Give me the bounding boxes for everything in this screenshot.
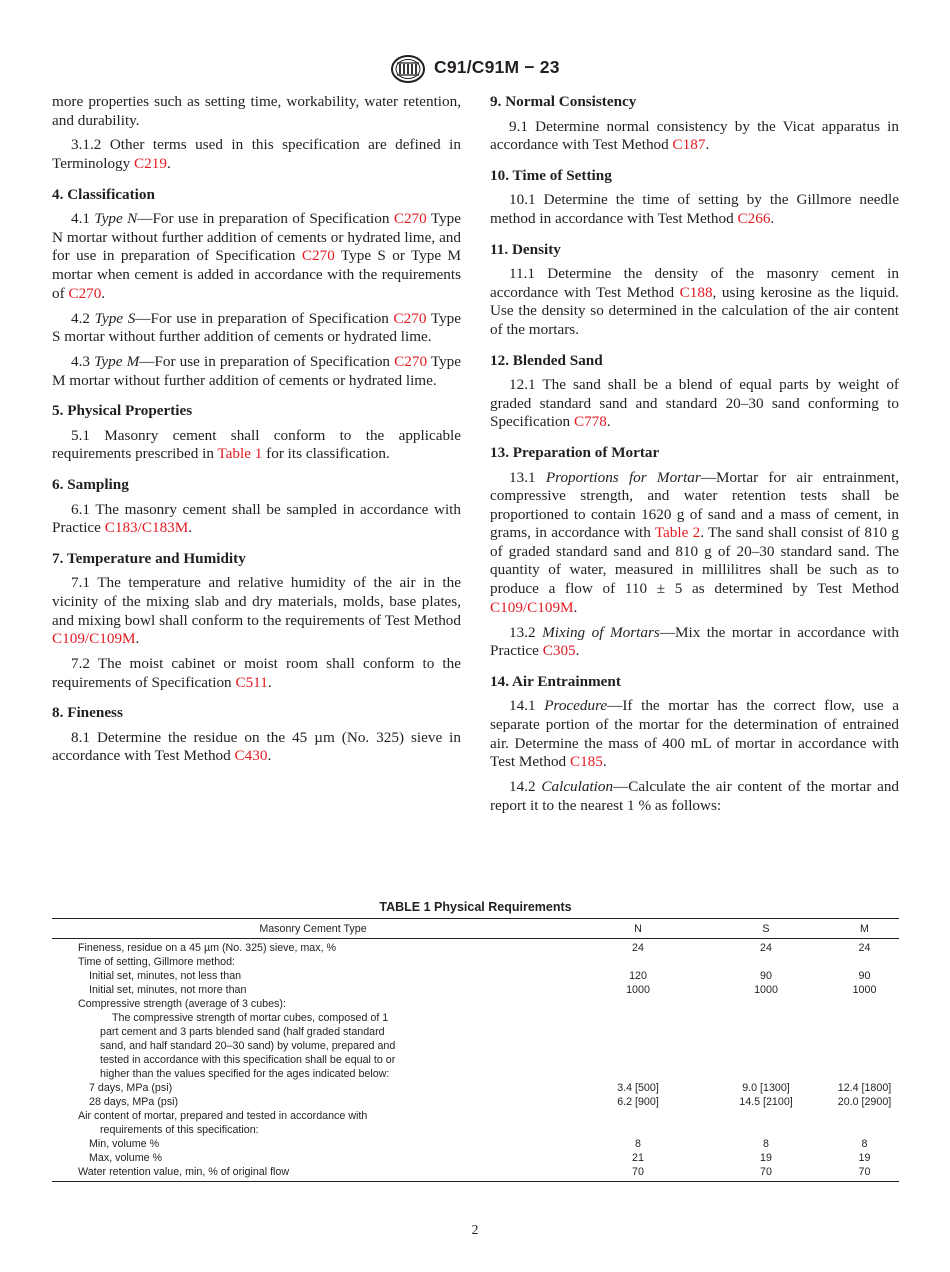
- section-heading: 14. Air Entrainment: [490, 672, 621, 690]
- value-type-m: [830, 997, 899, 1011]
- table-row: [52, 1011, 899, 1025]
- physical-requirements-table: [52, 918, 899, 1182]
- value-type-n: 1000: [626, 984, 650, 996]
- table-row: [52, 1039, 899, 1053]
- paragraph: [52, 210, 461, 303]
- paragraph: [490, 697, 899, 771]
- value-type-m: 8: [861, 1138, 868, 1150]
- value-type-m: [830, 1067, 899, 1081]
- text-run: .: [602, 753, 607, 771]
- text-run: for its classification.: [262, 445, 390, 463]
- text-run: —For use in preparation of Specification: [135, 309, 394, 327]
- value-type-m: 90: [858, 970, 871, 982]
- right-text-column: [490, 93, 899, 821]
- paragraph: [52, 136, 461, 173]
- value-type-n: 3.4 [500]: [617, 1082, 659, 1094]
- text-run: .: [135, 630, 140, 648]
- value-type-n: 6.2 [900]: [617, 1096, 659, 1108]
- reference-link[interactable]: C266: [737, 209, 771, 227]
- text-run: .: [101, 284, 106, 302]
- reference-link[interactable]: C109/C109M: [490, 598, 574, 616]
- value-type-n: 24: [632, 942, 644, 954]
- text-run: .: [267, 747, 272, 765]
- paragraph: [52, 655, 461, 692]
- value-type-n: 120: [629, 970, 647, 982]
- text-run: more properties such as setting time, workability, water retention, and durability.: [52, 93, 461, 129]
- text-run: 14.2: [509, 778, 542, 795]
- row-label: tested in accordance with this specification shall be equal to or: [100, 1054, 396, 1066]
- italic-term: Type N: [94, 210, 138, 228]
- row-label: Initial set, minutes, not more than: [89, 984, 247, 996]
- text-run: —Mix the mortar in accordance with Practice: [490, 623, 900, 660]
- row-label: part cement and 3 parts blended sand (half graded standard: [100, 1026, 385, 1038]
- value-type-n: 8: [635, 1138, 641, 1150]
- text-run: 8.1 Determine the residue on the 45 µm (No. 325) sieve in accordance with Test Method: [52, 728, 461, 765]
- table-row: [52, 997, 899, 1011]
- value-type-n: [574, 1109, 702, 1123]
- text-run: 10.1 Determine the time of setting by the Gillmore needle method in accordance with Test Method: [490, 191, 899, 227]
- text-run: —Calculate the air content of the mortar and report it to the nearest 1 % as follows:: [490, 778, 900, 814]
- column-header-s: S: [702, 919, 830, 939]
- row-label: Air content of mortar, prepared and tested in accordance with: [78, 1110, 368, 1122]
- text-run: Type N mortar without further addition of cements or hydrated lime, and for use in preparation of Specification: [52, 210, 461, 265]
- text-run: .: [705, 136, 710, 154]
- row-label: Compressive strength (average of 3 cubes):: [78, 998, 286, 1010]
- value-type-s: 19: [760, 1152, 772, 1164]
- row-label: Max, volume %: [89, 1152, 163, 1164]
- paragraph: [52, 310, 461, 347]
- reference-link[interactable]: C270: [68, 284, 102, 302]
- reference-link[interactable]: C188: [679, 283, 713, 301]
- table-row: [52, 1109, 899, 1123]
- reference-link[interactable]: Table 2: [654, 524, 701, 542]
- text-run: 13.1: [509, 468, 546, 486]
- value-type-m: [830, 1025, 899, 1039]
- column-header-m: M: [830, 919, 899, 939]
- table-row: [52, 1067, 899, 1081]
- paragraph: [490, 376, 899, 432]
- text-run: 4.1: [71, 210, 95, 228]
- paragraph: [52, 427, 461, 464]
- value-type-s: [702, 1123, 830, 1137]
- value-type-s: [702, 1053, 830, 1067]
- table-row: [52, 1081, 899, 1095]
- value-type-s: 90: [760, 970, 772, 982]
- paragraph: [490, 469, 899, 618]
- value-type-s: 14.5 [2100]: [739, 1096, 793, 1108]
- text-run: .: [166, 155, 171, 173]
- section-heading: 5. Physical Properties: [52, 402, 193, 420]
- table-row: [52, 1025, 899, 1039]
- row-label: Time of setting, Gillmore method:: [78, 956, 236, 968]
- reference-link[interactable]: C270: [394, 353, 428, 371]
- value-type-m: 70: [830, 1165, 899, 1182]
- table-row: [52, 955, 899, 969]
- section-heading: 6. Sampling: [52, 475, 129, 493]
- text-run: 5.1 Masonry cement shall conform to the applicable requirements prescribed in: [52, 426, 461, 463]
- value-type-n: 21: [632, 1152, 644, 1164]
- row-label: requirements of this specification:: [100, 1124, 259, 1136]
- text-run: —If the mortar has the correct flow, use a separate portion of the mortar for the determination of entrained air. Determine the mass of 400 mL of mortar in accordance with Test Method: [490, 697, 900, 771]
- reference-link[interactable]: C305: [542, 642, 576, 660]
- text-run: 13.2: [509, 623, 543, 641]
- text-run: .: [770, 209, 775, 227]
- paragraph: [490, 118, 899, 155]
- value-type-m: [830, 1053, 899, 1067]
- table-row: [52, 983, 899, 997]
- reference-link[interactable]: C183/C183M: [104, 519, 189, 537]
- row-label: Water retention value, min, % of original flow: [52, 1165, 574, 1182]
- paragraph: [490, 265, 899, 339]
- value-type-s: [702, 997, 830, 1011]
- value-type-s: [702, 1011, 830, 1025]
- text-run: 9.1 Determine normal consistency by the Vicat apparatus in accordance with Test Method: [490, 117, 899, 154]
- value-type-n: [574, 1067, 702, 1081]
- row-label: higher than the values specified for the ages indicated below:: [100, 1068, 390, 1080]
- text-run: 11.1 Determine the density of the masonry cement in accordance with Test Method: [490, 265, 899, 301]
- table-row: [52, 1165, 899, 1182]
- italic-term: Type M: [94, 353, 140, 371]
- section-heading: 11. Density: [490, 240, 561, 258]
- reference-link[interactable]: C187: [672, 136, 706, 154]
- page-header: [0, 54, 950, 84]
- value-type-s: 70: [702, 1165, 830, 1182]
- column-header-n: N: [574, 919, 702, 939]
- reference-link[interactable]: C270: [301, 247, 335, 265]
- text-run: 12.1 The sand shall be a blend of equal parts by weight of graded standard sand and standard 20–30 sand conforming to Specification: [490, 376, 899, 431]
- value-type-m: [830, 1109, 899, 1123]
- section-heading: 10. Time of Setting: [490, 166, 612, 184]
- value-type-n: [574, 1123, 702, 1137]
- text-run: 7.2 The moist cabinet or moist room shall conform to the requirements of Specification: [52, 655, 461, 691]
- text-run: 6.1 The masonry cement shall be sampled in accordance with Practice: [52, 500, 461, 537]
- value-type-s: 1000: [754, 984, 778, 996]
- value-type-s: 9.0 [1300]: [742, 1082, 790, 1094]
- section-heading: 8. Fineness: [52, 704, 123, 722]
- row-label: sand, and half standard 20–30 sand) by volume, prepared and: [100, 1040, 396, 1052]
- paragraph: [490, 778, 899, 815]
- value-type-m: [830, 1123, 899, 1137]
- text-run: 3.1.2 Other terms used in this specification are defined in Terminology: [52, 136, 461, 173]
- value-type-n: [574, 1011, 702, 1025]
- table-title: TABLE 1 Physical Requirements: [379, 900, 572, 914]
- value-type-s: 8: [763, 1138, 769, 1150]
- value-type-s: [702, 1067, 830, 1081]
- section-heading: 13. Preparation of Mortar: [490, 443, 660, 461]
- table-row: [52, 1137, 899, 1151]
- reference-link[interactable]: Table 1: [217, 445, 263, 463]
- table-body: [52, 939, 899, 1182]
- text-run: .: [267, 673, 272, 691]
- table-row: [52, 1151, 899, 1165]
- value-type-s: [702, 1025, 830, 1039]
- section-heading: 4. Classification: [52, 185, 155, 203]
- value-type-m: [830, 1011, 899, 1025]
- row-label: Initial set, minutes, not less than: [89, 970, 242, 982]
- text-run: Type M mortar without further addition of cements or hydrated lime.: [52, 353, 462, 389]
- text-run: .: [188, 519, 193, 537]
- value-type-n: [574, 1039, 702, 1053]
- row-label: 28 days, MPa (psi): [89, 1096, 179, 1108]
- value-type-m: [830, 955, 899, 969]
- row-label: Min, volume %: [89, 1138, 160, 1150]
- text-run: —For use in preparation of Specification: [139, 353, 395, 371]
- paragraph: [490, 624, 899, 661]
- table-row: [52, 1095, 899, 1109]
- italic-term: Type S: [94, 309, 136, 327]
- table-header-row: [52, 919, 899, 939]
- value-type-m: [830, 1039, 899, 1053]
- text-run: Type S or Type M mortar when cement is added in accordance with the requirements of: [52, 247, 462, 302]
- row-label: The compressive strength of mortar cubes, composed of 1: [112, 1012, 389, 1024]
- value-type-s: [702, 955, 830, 969]
- value-type-m: 1000: [852, 984, 877, 996]
- text-run: . The sand shall consist of 810 g of graded standard sand and 810 g of 20–30 standard sand. The quantity of water, measured in millilitres shall be such as to produce a flow of 110 ± 5 as determined by Test Method: [490, 524, 899, 598]
- table-row: [52, 1123, 899, 1137]
- reference-link[interactable]: C219: [134, 155, 167, 173]
- value-type-s: [702, 1039, 830, 1053]
- text-run: —Mortar for air entrainment, compressive strength, and water retention tests shall be proportioned to contain 1620 g of sand and a mass of cement, in grams, in accordance with: [490, 468, 899, 542]
- reference-link[interactable]: C185: [569, 753, 603, 771]
- astm-logo-icon: [390, 54, 426, 84]
- value-type-m: 20.0 [2900]: [837, 1096, 892, 1108]
- italic-term: Proportions for Mortar: [545, 468, 701, 486]
- value-type-n: [574, 955, 702, 969]
- reference-link[interactable]: C778: [573, 413, 607, 431]
- paragraph: [52, 574, 461, 648]
- reference-link[interactable]: C430: [234, 747, 268, 765]
- text-run: Type S mortar without further addition of cements or hydrated lime.: [52, 309, 461, 346]
- document-designation: C91/C91M − 23: [434, 57, 560, 77]
- column-header-type: Masonry Cement Type: [52, 919, 574, 939]
- text-run: 7.1 The temperature and relative humidity of the air in the vicinity of the mixing slab and dry materials, molds, base plates, and mixing bowl shall conform to the requirements of Test Method: [52, 574, 461, 629]
- section-heading: 7. Temperature and Humidity: [52, 549, 246, 567]
- row-label: Fineness, residue on a 45 µm (No. 325) sieve, max, %: [78, 942, 337, 954]
- value-type-n: [574, 997, 702, 1011]
- text-run: .: [606, 413, 611, 431]
- value-type-s: 24: [760, 942, 772, 954]
- table-row: [52, 969, 899, 983]
- left-text-column: [52, 93, 461, 772]
- reference-link[interactable]: C270: [393, 309, 427, 327]
- value-type-m: 24: [858, 942, 871, 954]
- text-run: —For use in preparation of Specification: [137, 210, 394, 228]
- value-type-m: 19: [858, 1152, 871, 1164]
- paragraph: [52, 729, 461, 766]
- value-type-s: [702, 1109, 830, 1123]
- table-row: [52, 1053, 899, 1067]
- text-run: , using kerosine as the liquid. Use the density so determined in the calculation of the air content of the mortars.: [490, 283, 899, 338]
- reference-link[interactable]: C511: [235, 673, 268, 691]
- reference-link[interactable]: C270: [393, 210, 427, 228]
- italic-term: Procedure: [544, 697, 608, 715]
- paragraph: [52, 353, 461, 390]
- value-type-n: [574, 1025, 702, 1039]
- text-run: .: [575, 642, 580, 660]
- row-label: 7 days, MPa (psi): [89, 1082, 173, 1094]
- page-number: 2: [471, 1222, 479, 1237]
- italic-term: Mixing of Mortars: [542, 623, 660, 641]
- value-type-n: 70: [574, 1165, 702, 1182]
- text-run: .: [573, 598, 578, 616]
- italic-term: Calculation: [541, 778, 614, 795]
- paragraph: [490, 191, 899, 228]
- paragraph: [52, 93, 461, 130]
- section-heading: 12. Blended Sand: [490, 351, 603, 369]
- table-row: [52, 939, 899, 956]
- text-run: 14.1: [509, 697, 545, 715]
- text-run: 4.2: [71, 309, 95, 327]
- value-type-m: 12.4 [1800]: [837, 1082, 892, 1094]
- text-run: 4.3: [71, 353, 95, 371]
- section-heading: 9. Normal Consistency: [490, 93, 637, 110]
- paragraph: [52, 501, 461, 538]
- value-type-n: [574, 1053, 702, 1067]
- reference-link[interactable]: C109/C109M: [52, 630, 136, 648]
